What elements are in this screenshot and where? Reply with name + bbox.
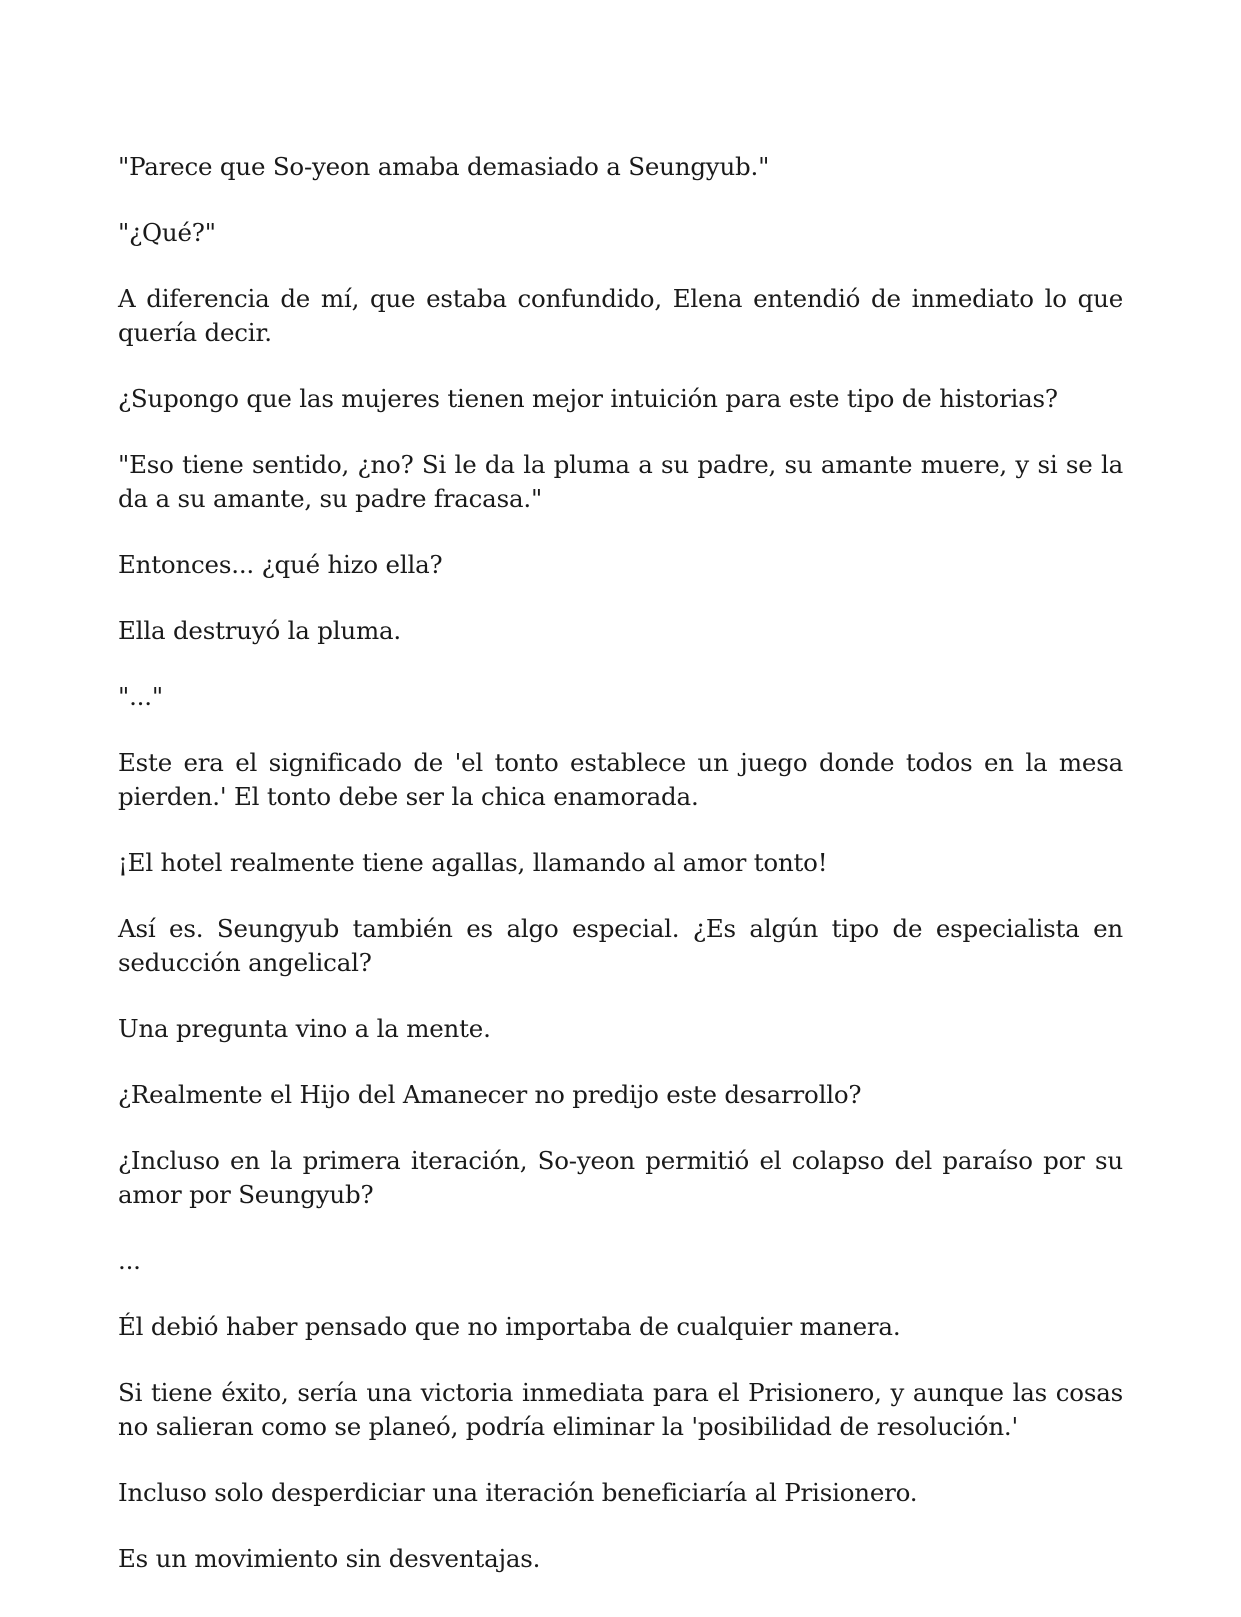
paragraph: Entonces... ¿qué hizo ella? [118, 550, 443, 579]
paragraph: Si tiene éxito, sería una victoria inmediata para el Prisionero, y aunque las cosas no salieran como se planeó, podría eliminar la 'posibilidad de resolución.' [118, 1378, 1123, 1441]
paragraph: ¿Incluso en la primera iteración, So-yeon permitió el colapso del paraíso por su amor por Seungyub? [118, 1146, 1123, 1209]
paragraph: "Parece que So-yeon amaba demasiado a Seungyub." [118, 152, 770, 181]
paragraph: "Eso tiene sentido, ¿no? Si le da la pluma a su padre, su amante muere, y si se la da a su amante, su padre fracasa." [118, 450, 1123, 513]
paragraph: ¿Supongo que las mujeres tienen mejor intuición para este tipo de historias? [118, 384, 1058, 413]
document-body [118, 150, 1123, 1608]
paragraph: "..." [118, 682, 163, 711]
paragraph: ... [118, 1246, 141, 1275]
paragraph: Es un movimiento sin desventajas. [118, 1544, 541, 1573]
paragraph: ¿Realmente el Hijo del Amanecer no predijo este desarrollo? [118, 1080, 862, 1109]
paragraph: Incluso solo desperdiciar una iteración beneficiaría al Prisionero. [118, 1478, 918, 1507]
paragraph: ¡El hotel realmente tiene agallas, llamando al amor tonto! [118, 848, 828, 877]
paragraph: Este era el significado de 'el tonto establece un juego donde todos en la mesa pierden.' El tonto debe ser la chica enamorada. [118, 748, 1123, 811]
paragraph: Él debió haber pensado que no importaba de cualquier manera. [118, 1312, 901, 1341]
paragraph: Así es. Seungyub también es algo especial. ¿Es algún tipo de especialista en seducción angelical? [118, 914, 1123, 977]
paragraph: Una pregunta vino a la mente. [118, 1014, 491, 1043]
paragraph: Ella destruyó la pluma. [118, 616, 401, 645]
paragraph: "¿Qué?" [118, 218, 216, 247]
paragraph: A diferencia de mí, que estaba confundido, Elena entendió de inmediato lo que quería decir. [118, 284, 1123, 347]
